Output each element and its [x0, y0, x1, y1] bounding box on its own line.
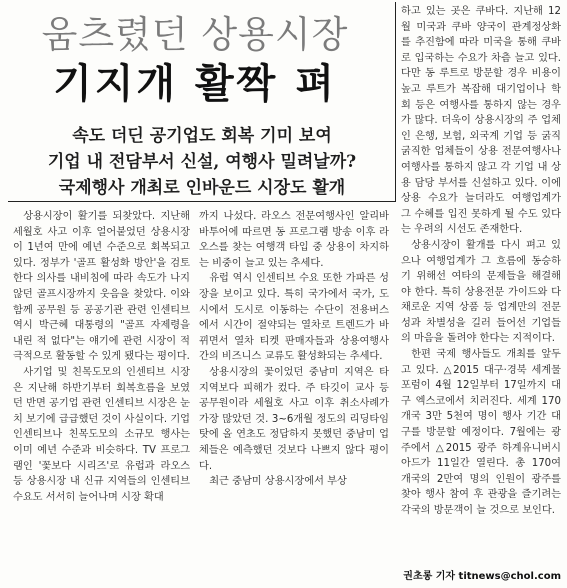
- paragraph: 상용시장이 활기를 되찾았다. 지난해 세월호 사고 이후 얼어붙었던 상용시장이 1년여 만에 예년 수준으로 회복되고 있다. 정부가 '골프 활성화 방안'을 검토한다 의사를 내비침에 따라 속도가 나지 않던 골프시장까지 웃음을 찾았다. 이와 함께 공무원 등 공공기관 관련 인센티브 역시 박근혜 대통령의 "골프 자제령을 내린 적 없다"는 얘기에 관련 시장이 적극적으로 활동할 수 있게 됐다는 평이다.: [13, 211, 190, 363]
- article-column-middle: [199, 209, 389, 490]
- paragraph: 한편 국제 행사들도 개최를 앞두고 있다. △2015 대구·경북 세계물포럼이 4월 12일부터 17일까지 대구 엑스코에서 치러진다. 세계 170개국 3만 5천여 명이 행사 기간 대구를 방문할 예정이다. 7월에는 광주에서 △2015 광주 하계유니버시아드가 11일간 열린다. 총 170여 개국의 2만여 명의 인원이 광주를 찾아 행사 참여 후 관광을 즐기려는 각국의 방문객이 늘 것으로 보인다.: [401, 349, 561, 516]
- headline-kicker: 움츠렸던 상용시장: [41, 13, 349, 56]
- subhead-1: 속도 더딘 공기업도 회복 기미 보여: [72, 126, 332, 146]
- paragraph: 까지 나섰다. 라오스 전문여행사인 알리바바투어에 따르면 동 프로그램 방송 이후 라오스를 찾는 여행객 타입 중 상용이 차지하는 비중이 늘고 있는 추세다.: [199, 211, 389, 269]
- subhead-2: 기업 내 전담부서 신설, 여행사 밀려날까?: [47, 152, 357, 172]
- headline-main: 기지개 활짝 펴: [53, 61, 337, 107]
- headline-rule: [8, 201, 396, 202]
- subhead-3: 국제행사 개최로 인바운드 시장도 활개: [58, 178, 346, 198]
- paragraph: 상용시장이 활개를 다시 펴고 있으나 여행업계가 그 흐름에 동승하기 위해선 여타의 문제들을 해결해야 한다. 특히 상용전문 가이드와 다채로운 지역 상품 등 업계만의 전문성과 차별성을 길러 들어선 기업들의 마음을 돌려야 한다는 지적이다.: [401, 239, 561, 345]
- paragraph: 유럽 역시 인센티브 수요 또한 가파른 성장을 보이고 있다. 특히 국가에서 국가, 도시에서 도시로 이동하는 수단이 전용버스에서 시간이 절약되는 열차로 트렌드가 바뀌면서 열차 티켓 판매자들과 상용여행사간의 비즈니스 교류도 활성화되는 추세다.: [199, 273, 389, 363]
- article-column-left: [13, 209, 190, 505]
- byline: 권초롱 기자 titnews@chol.com: [403, 571, 561, 582]
- paragraph: 상용시장의 꽃이었던 중남미 지역은 타 지역보다 피해가 컸다. 주 타깃이 교사 등 공무원이라 세월호 사고 이후 취소사례가 가장 많았던 것. 3~6개월 정도의 리딩타임 탓에 올 연초도 정답하지 못했던 중남미 업체들은 예측했던 것보다 나쁘지 않다 평이다.: [199, 366, 389, 472]
- article-column-right: [401, 4, 561, 519]
- paragraph: 하고 있는 곳은 쿠바다. 지난해 12월 미국과 쿠바 양국이 관계정상화를 추진함에 따라 미국을 통해 쿠바로 입국하는 수요가 차츰 늘고 있다. 다만 동 루트로 방문할 경우 비용이 높고 루트가 복잡해 대기업이나 학회 등은 여행사를 통하지 않는 경우가 많다. 더욱이 상용시장의 주 업체인 은행, 보험, 외국계 기업 등 굵직굵직한 업체들이 상용 전문여행사나 여행사를 통하지 않고 각 기업 내 상용 담당 부서를 신설하고 있다. 이에 상용 수요가 늘더라도 여행업계가 그 수혜를 입진 못하게 될 수도 있다는 우려의 시선도 존재한다.: [401, 6, 561, 236]
- column-divider: [395, 2, 396, 202]
- paragraph: 사기업 및 친목도모의 인센티브 시장은 지난해 하반기부터 회복흐름을 보였던 반면 공기업 관련 인센티브 시장은 눈치 보기에 급급했던 것이 사실이다. 기업 인센티브나 친목도모의 소규모 행사는 이미 예년 수준과 비슷하다. TV 프로그램인 '꽃보다 시리즈'로 유럽과 라오스 등 상용시장 내 신규 지역들의 인센티브 수요도 서서히 늘어나며 시장 확대: [13, 366, 190, 503]
- paragraph: 최근 중남미 상용시장에서 부상: [209, 476, 347, 488]
